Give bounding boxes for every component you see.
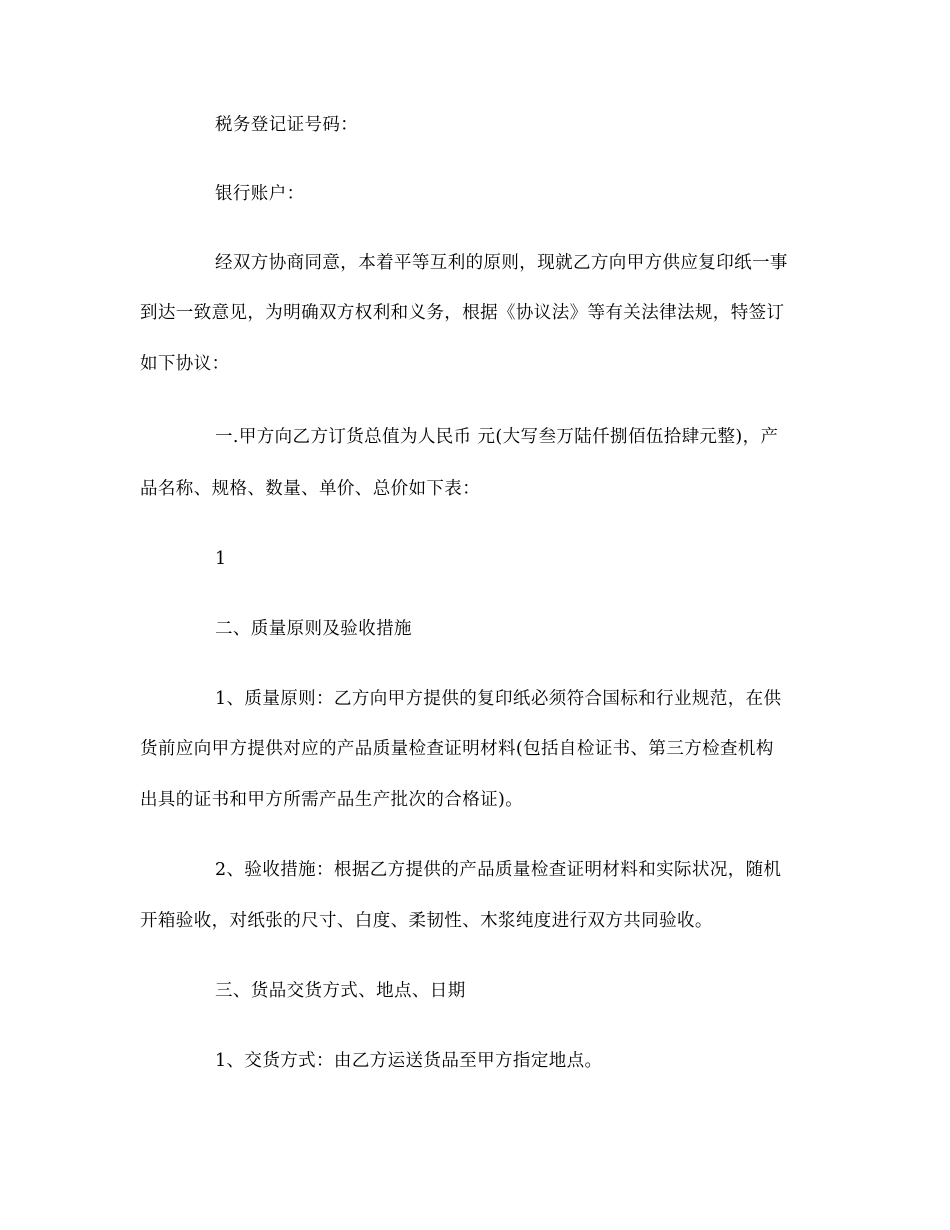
clause-one-line-2: 品名称、规格、数量、单价、总价如下表： (140, 479, 481, 499)
quality-principle-line-2: 货前应向甲方提供对应的产品质量检查证明材料(包括自检证书、第三方检查机构 (140, 739, 774, 759)
intro-paragraph-line-3: 如下协议： (140, 354, 230, 374)
quality-principle-line-1: 1、质量原则：乙方向甲方提供的复印纸必须符合国标和行业规范，在供 (215, 689, 782, 709)
acceptance-measures-line-1: 2、验收措施：根据乙方提供的产品质量检查证明材料和实际状况，随机 (215, 860, 782, 880)
acceptance-measures-line-2: 开箱验收，对纸张的尺寸、白度、柔韧性、木浆纯度进行双方共同验收。 (140, 911, 713, 931)
delivery-method-line: 1、交货方式：由乙方运送货品至甲方指定地点。 (215, 1051, 603, 1071)
intro-paragraph-line-1: 经双方协商同意，本着平等互利的原则，现就乙方向甲方供应复印纸一事 (215, 253, 788, 273)
intro-paragraph-line-2: 到达一致意见，为明确双方权利和义务，根据《协议法》等有关法律法规，特签订 (140, 303, 785, 323)
quality-principle-line-3: 出具的证书和甲方所需产品生产批次的合格证)。 (140, 790, 524, 810)
section-two-heading: 二、质量原则及验收措施 (215, 619, 412, 639)
tax-registration-line: 税务登记证号码： (215, 115, 359, 135)
clause-one-line-1: 一.甲方向乙方订货总值为人民币 元(大写叁万陆仟捌佰伍拾肆元整)，产 (215, 427, 779, 447)
bank-account-line: 银行账户： (215, 184, 305, 204)
section-three-heading: 三、货品交货方式、地点、日期 (215, 981, 466, 1001)
table-placeholder-number: 1 (215, 549, 227, 569)
